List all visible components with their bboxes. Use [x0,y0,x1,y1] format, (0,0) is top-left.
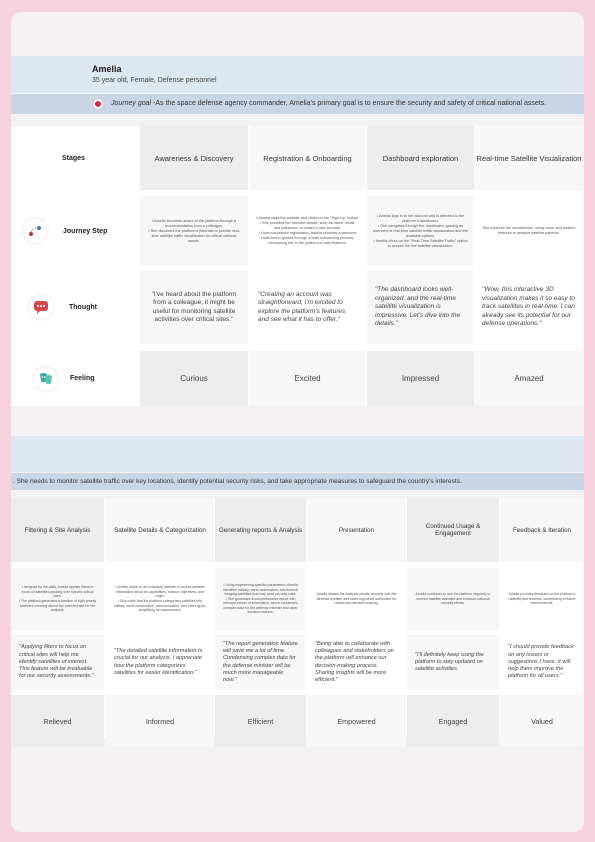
stages-row [11,126,584,190]
thought-cell: "I'll definitely keep using the platform to stay updated on satellite activities. [407,635,499,690]
journey-step-row [11,196,584,266]
thought-cell: "I should provide feedback on any issues or suggestions I have. It will help them improve the platform for all users." [508,644,574,680]
feeling-cell: Curious [140,351,248,406]
thought-cell: "I've heard about the platform from a colleague; it might be useful for monitoring satellite activities over critical sites." [140,271,248,344]
feeling-cell: Impressed [367,351,474,406]
stage-header: Dashboard exploration [367,126,474,190]
feeling-row-2 [11,695,584,747]
section2-header [11,436,584,472]
journey-step-cell: • Amelia visits the website and clicks on the "Sign Up" button. • She provides her relevant details, such as name, email, and password, to create a new account. • Upon successful registration, Amelia receives a welcome email and is guided through a brief onboarding process, introducing her to the platform's main features. [256,216,359,245]
stage-header: Satellite Details & Categorization [106,498,214,562]
journey-step-cell: • Amelia clicks on an individual satellite to access detailed information about its capabilities, mission objectives, and origin. • She notes that the platform categorizes satellites into military, earth observation, communication, and other types, simplifying her assessment. [113,585,207,613]
journey-goal-text [111,100,546,107]
thought-label: Thought [69,304,97,311]
feeling-cell: Amazed [474,351,584,406]
thought-cell: "The report generation feature will save me a lot of time. Condensing complex data for the defense minister will be much more manageable now." [215,635,306,690]
feeling-cell: Excited [250,351,365,406]
stage-header: Generating reports & Analysis [215,498,306,562]
persona-header [11,56,584,93]
journey-step-cell: • Amelia logs in to her account and is directed to the platform's dashboard. • She navigates through the dashboard, gaining an overview of real-time satellite traffic visualization and the available options. • Amelia clicks on the "Real-Time Satellite Traffic" option to access the live satellite visualization. [367,196,474,266]
feeling-row [11,351,584,406]
feeling-label: Feeling [70,375,95,382]
stages-label: Stages [62,154,85,162]
thought-row-2 [11,635,584,690]
target-icon [93,99,103,109]
stage-header: Registration & Onboarding [250,126,365,190]
thought-cell: "The dashboard looks well-organized, and the real-time satellite visualization is impressive. Let's dive into the details." [367,271,474,344]
thought-row [11,271,584,344]
journey-goal-label: Journey goal [111,100,152,107]
journey-step-cell: • Using engineering-specific parameters, Amelia identifies military, earth observation, and thermal imaging satellites that may pose security risks. • She generates a comprehensive report with relevant pieces of information, which condenses complex data for the defense minister and other decision-makers. [215,568,306,630]
feeling-cell: Informed [106,695,214,747]
chat-icon [29,295,53,319]
thought-cell: "Being able to collaborate with colleagues and stakeholders on the platform will enhance our decision-making process. Sharing insights will be more efficient." [315,640,394,684]
feeling-cell: Relieved [11,695,104,747]
stage-header: Real-time Satellite Visualization [474,126,584,190]
journey-step-cell: She explores the visualization, using zoom and rotation features to analyze satellite patterns. [482,226,576,235]
thought-cell: "Applying filters to focus on critical sites will help me identify satellites of interest. This feature will be invaluable for our security assessments." [11,635,104,690]
feeling-cell: Engaged [407,695,499,747]
journey-map-card [11,12,584,832]
route-icon [23,219,47,243]
persona-name: Amelia [92,64,122,74]
journey-step-cell: Amelia provides feedback on the platform's usability and features, contributing to future improvements. [508,592,576,606]
journey-step-cell: Amelia shares the analysis results securely with the defense minister and other high-level authorities for review and decision-making. [316,592,397,606]
section2-goal-bar [11,473,584,490]
journey-table-bottom [11,498,584,738]
journey-step-cell: • Intrigued by the data, Amelia applies filters to focus on satellites passing over specific critical sites. • The platform generates a timeline of high-priority satellites crossing above the selected site for her analysis. [11,568,104,630]
stage-header: Continued Usage & Engagement [407,498,499,562]
feeling-cell: Empowered [307,695,406,747]
stage-header: Awareness & Discovery [140,126,248,190]
thought-cell: "The detailed satellite information is crucial for our analysis. I appreciate how the platform categorizes satellites for easier identification." [114,647,203,676]
feeling-cell: Valued [500,695,584,747]
feeling-cell: Efficient [215,695,306,747]
journey-goal-bar [11,94,584,114]
thought-cell: "Creating an account was straightforward; I'm excited to explore the platform's features and see what it has to offer." [258,290,346,323]
journey-step-row-2 [11,568,584,630]
masks-icon [34,367,58,391]
thought-cell: "Wow, this interactive 3D visualization makes it so easy to track satellites in real-time. I can already see its potential for our defense operations." [482,286,575,328]
persona-meta: 35 year old, Female, Defense personnel [92,77,217,84]
journey-step-cell: Amelia continues to use the platform regularly to monitor satellite activities and enhance national security efforts. [407,568,499,630]
stage-header: Filtering & Site Analysis [11,498,104,562]
stage-header: Feedback & Iteration [500,498,584,562]
journey-step-label: Journey Step [63,227,108,235]
journey-goal-desc: -As the space defense agency commander, Amelia's primary goal is to ensure the security and safety of critical national assets. [151,100,547,107]
stages-row-2 [11,498,584,562]
journey-table-top [11,126,584,406]
journey-step-cell: • Amelia becomes aware of the platform through a recommendation from a colleague. • She discovers the platform's potential to provide real-time satellite traffic visualization for critical national assets. [140,196,248,266]
stage-header: Presentation [307,498,406,562]
section2-goal-text: . She needs to monitor satellite traffic over key locations, identify potential security risks, and take appropriate measures to safeguard the country's interests. [13,478,462,485]
